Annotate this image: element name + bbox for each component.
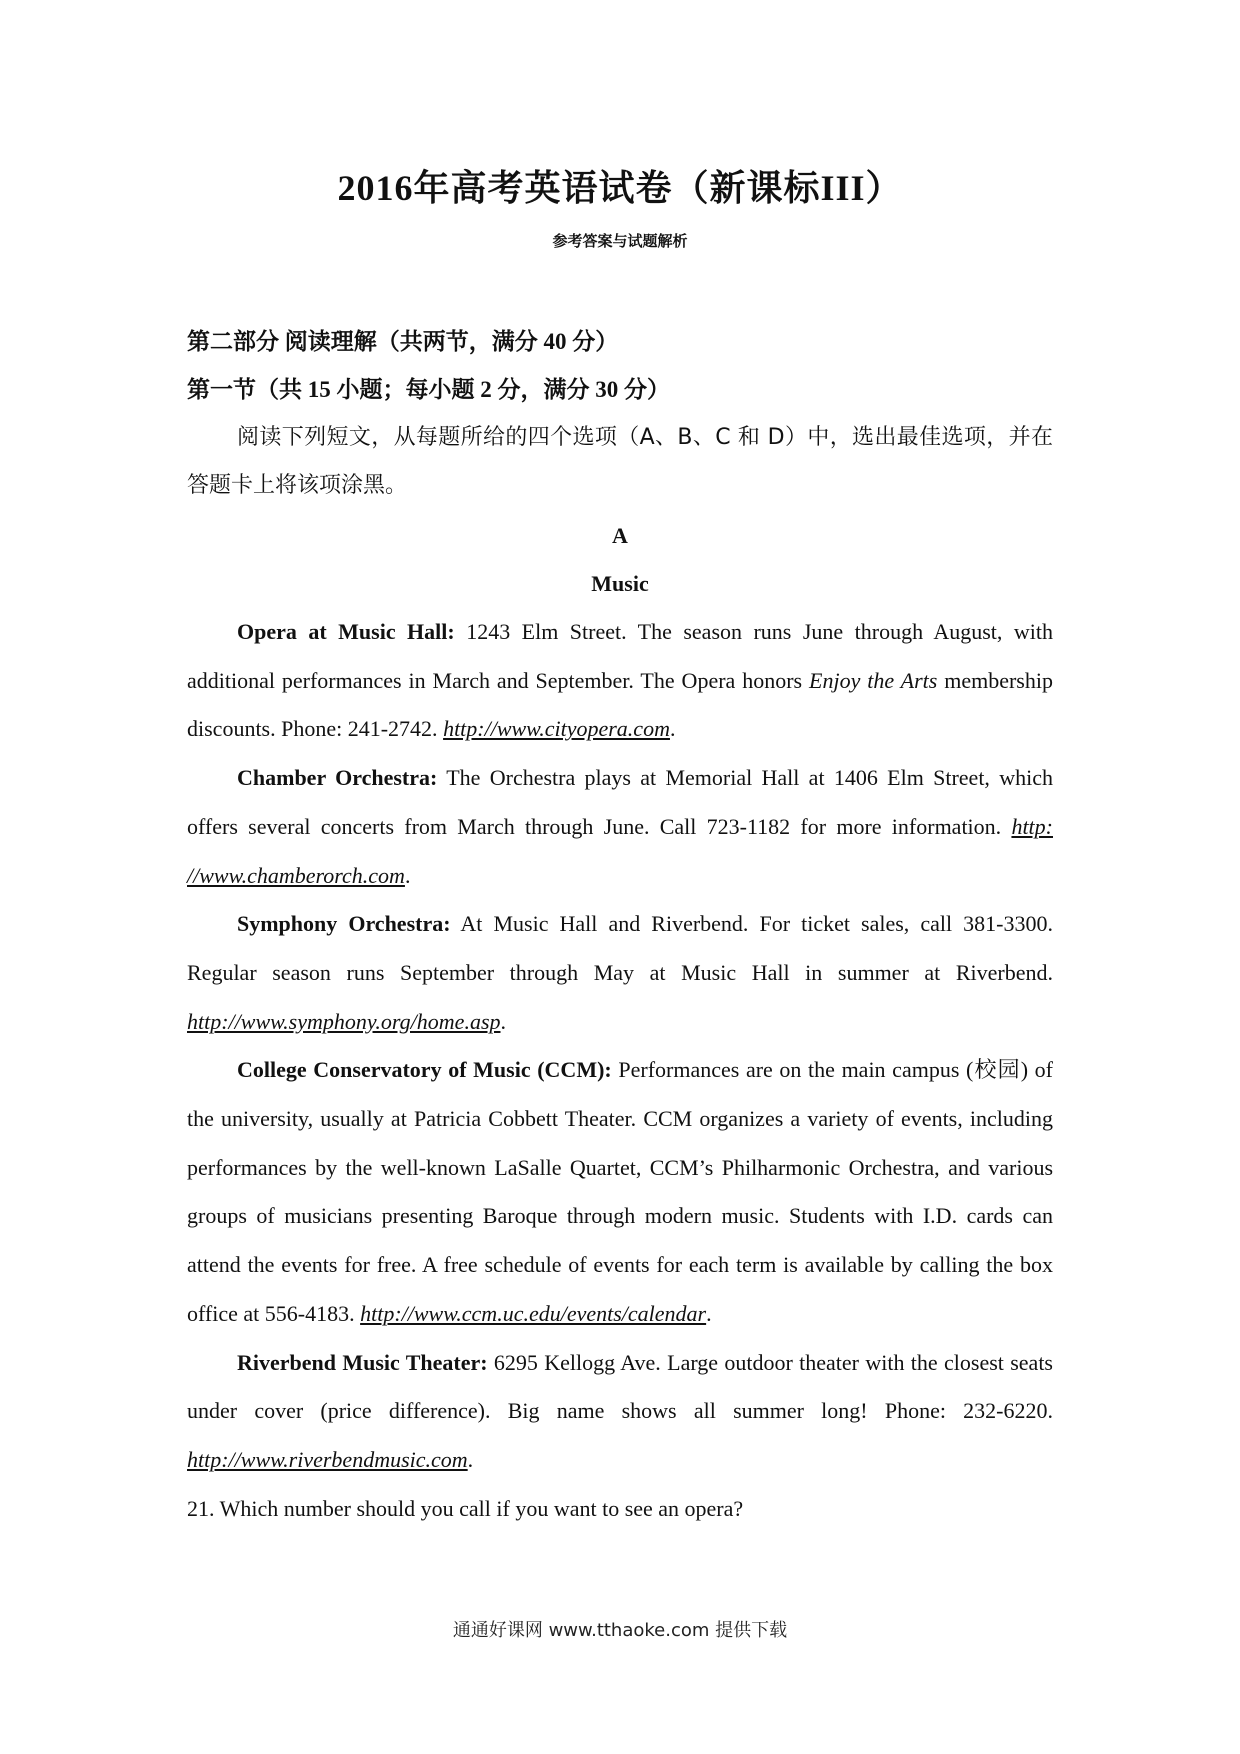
entry-ccm bbox=[187, 1046, 1053, 1338]
entry-name: College Conservatory of Music (CCM): bbox=[237, 1057, 612, 1083]
passage-title: Music bbox=[591, 571, 649, 596]
entry-link[interactable]: http://www.ccm.uc.edu/events/calendar bbox=[360, 1300, 707, 1326]
entry-end: . bbox=[706, 1300, 712, 1326]
entry-name: Symphony Orchestra: bbox=[237, 911, 451, 937]
entry-end: . bbox=[404, 862, 411, 888]
page-title: 2016年高考英语试卷（新课标III） bbox=[337, 168, 903, 208]
entry-symphony-orchestra bbox=[187, 900, 1053, 1046]
entry-end: . bbox=[500, 1008, 506, 1034]
entry-opera bbox=[187, 608, 1053, 754]
entry-name: Opera at Music Hall: bbox=[237, 619, 455, 644]
entry-end: . bbox=[669, 716, 676, 742]
entry-text: Performances are on the main campus (校园) of the university, usually at Patricia Cobbett Theater. CCM organizes a variety of events, including performances by the well-known LaSalle Quartet, CCM’s Philharmonic Orchestra, and various groups of musicians presenting Baroque through modern music. Students with I.D. cards can attend the events for free. A free schedule of events for each term is available by calling the box office at 556-4183. bbox=[187, 1057, 1053, 1326]
page-footer: 通通好课网 www.tthaoke.com 提供下载 bbox=[452, 1620, 788, 1641]
entry-name: Chamber Orchestra: bbox=[237, 765, 438, 791]
entry-chamber-orchestra bbox=[187, 754, 1053, 900]
part-heading: 第二部分 阅读理解（共两节，满分 40 分） bbox=[187, 329, 619, 354]
question-21: 21. Which number should you call if you want to see an opera? bbox=[187, 1495, 744, 1521]
entry-name: Riverbend Music Theater: bbox=[237, 1349, 488, 1375]
instructions: 阅读下列短文，从每题所给的四个选项（A、B、C 和 D）中，选出最佳选项，并在答题卡上将该项涂黑。 bbox=[187, 425, 1053, 498]
entry-link[interactable]: http: //www.chamberorch.com bbox=[187, 813, 1053, 888]
entry-text: The Orchestra plays at Memorial Hall at 1406 Elm Street, which offers several concerts from March through June. Call 723-1182 for more information. bbox=[187, 765, 1053, 839]
entry-link[interactable]: http://www.cityopera.com bbox=[443, 716, 670, 742]
entry-italic: Enjoy the Arts bbox=[809, 667, 938, 693]
page-subtitle: 参考答案与试题解析 bbox=[552, 234, 688, 250]
entry-link[interactable]: http://www.symphony.org/home.asp bbox=[187, 1008, 501, 1034]
entry-text: 1243 Elm Street. The season runs June through August, with additional performances in March and September. The Opera honors bbox=[187, 619, 1053, 693]
entry-riverbend bbox=[187, 1339, 1053, 1485]
section-heading: 第一节（共 15 小题；每小题 2 分，满分 30 分） bbox=[187, 377, 670, 402]
entry-link[interactable]: http://www.riverbendmusic.com bbox=[187, 1446, 468, 1472]
entry-text: membership discounts. Phone: 241-2742. bbox=[187, 667, 1053, 742]
entry-text: 6295 Kellogg Ave. Large outdoor theater with the closest seats under cover (price difference). Big name shows all summer long! Phone: 232-6220. bbox=[187, 1349, 1053, 1424]
entry-text: At Music Hall and Riverbend. For ticket sales, call 381-3300. Regular season runs September through May at Music Hall in summer at Riverbend. bbox=[187, 911, 1054, 985]
entry-end: . bbox=[467, 1446, 474, 1472]
passage-letter: A bbox=[612, 523, 628, 548]
document-content bbox=[187, 318, 1053, 1533]
